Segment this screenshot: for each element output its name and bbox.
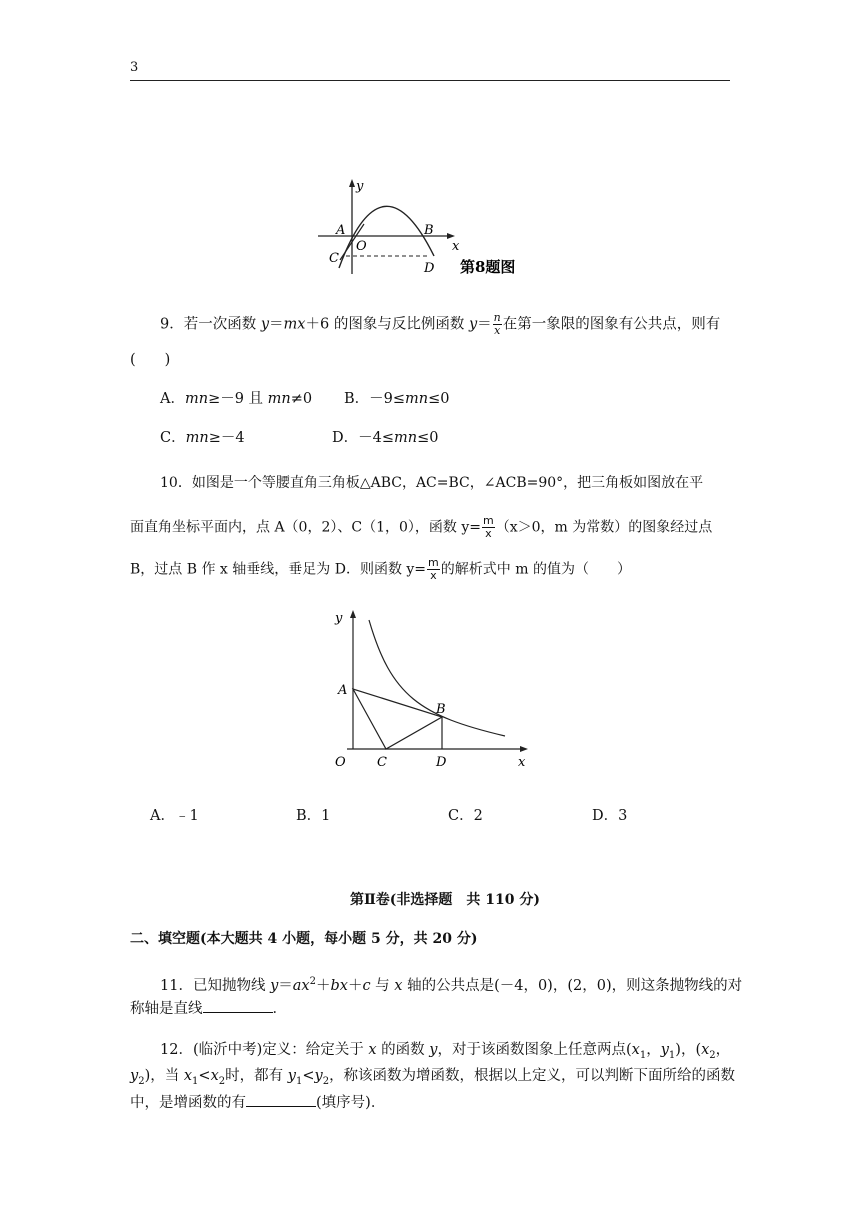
q12-var: y xyxy=(660,1042,669,1058)
fig8-label-d: D xyxy=(424,261,435,276)
q11-text: ． xyxy=(272,1001,287,1017)
fig10-label-x: x xyxy=(518,755,526,770)
q12-text: 时，都有 xyxy=(225,1068,288,1084)
q11-text: ＝ xyxy=(278,977,293,994)
fig8-label-y: y xyxy=(356,179,364,194)
q12-var: y xyxy=(130,1068,139,1084)
fig10-hyperbola xyxy=(369,620,505,736)
q11-text: 11．已知抛物线 xyxy=(160,977,271,994)
q11-text: ＋ xyxy=(347,977,363,994)
opt-text: ≥－9 且 xyxy=(208,391,268,407)
opt-var: mn xyxy=(394,430,418,446)
q11-var: ax xyxy=(292,977,310,994)
q10-option-a: A．﹣1 xyxy=(150,808,199,824)
q12-text: ， xyxy=(715,1042,731,1058)
q12-text: ，对于该函数图象上任意两点( xyxy=(437,1042,632,1058)
q9-stem xyxy=(160,312,720,337)
fig10-label-b: B xyxy=(436,702,446,717)
q9-var: y xyxy=(468,316,478,333)
opt-label: A． xyxy=(160,391,185,407)
q11-var: c xyxy=(362,977,371,994)
q9-fraction xyxy=(493,312,502,337)
opt-text: ≤0 xyxy=(417,430,439,446)
fig10-triangle-abc xyxy=(353,689,442,749)
q10-text: （x＞0，m 为常数）的图象经过点 xyxy=(495,519,713,536)
q12-text: ，称该函数为增函数，根据以上定义，可以判断下面所给的函数 xyxy=(329,1068,736,1084)
section-heading: 二、填空题(本大题共 4 小题，每小题 5 分，共 20 分) xyxy=(130,931,478,947)
opt-var: mn xyxy=(185,430,209,446)
fig8-label-c: C xyxy=(329,251,339,266)
q12-subscript: 1 xyxy=(192,1075,199,1087)
opt-label: B．－9≤ xyxy=(344,391,406,407)
q9-var: mx xyxy=(283,316,306,333)
fig10-label-c: C xyxy=(377,755,387,770)
q12-subscript: 1 xyxy=(639,1049,647,1061)
q10-line2 xyxy=(130,515,712,540)
q12-var: x xyxy=(368,1042,377,1058)
q12-var: y xyxy=(314,1068,323,1084)
fig8-label-o: O xyxy=(356,239,367,254)
q9-option-c xyxy=(160,428,245,448)
page-number: 3 xyxy=(130,60,139,75)
q9-text: ＝ xyxy=(269,316,284,333)
q10-frac-den: x xyxy=(485,527,492,540)
fig8-label-b: B xyxy=(424,223,434,238)
q11-exponent: 2 xyxy=(309,976,316,987)
q9-frac-den: x xyxy=(494,324,501,337)
q10-option-d: D．3 xyxy=(592,808,628,824)
q12-text: )，当 xyxy=(144,1068,184,1084)
q10-fraction xyxy=(427,557,440,582)
fig10-label-d: D xyxy=(436,755,447,770)
q12-var: x xyxy=(631,1042,640,1058)
opt-text: ≤0 xyxy=(428,391,450,407)
q11-text: 轴的公共点是(－4，0)，(2，0)，则这条抛物线的对 xyxy=(402,977,743,994)
q12-text: 的函数 xyxy=(376,1042,430,1058)
q12-line1 xyxy=(160,1040,730,1066)
q11-text: ＋ xyxy=(315,977,331,994)
opt-var: mn xyxy=(184,391,209,407)
opt-label: C． xyxy=(160,430,186,446)
q9-frac-num: n xyxy=(493,311,501,324)
q12-line2 xyxy=(130,1066,735,1092)
fig10-y-arrow xyxy=(350,610,356,618)
q9-text: 在第一象限的图象有公共点，则有 xyxy=(502,316,721,333)
fig8-label-x: x xyxy=(452,239,460,254)
q10-option-c: C．2 xyxy=(448,808,483,824)
q12-var: y xyxy=(429,1042,438,1058)
q11-text: 称轴是直线 xyxy=(130,1001,203,1017)
q10-text: 面直角坐标平面内，点 A（0，2）、C（1，0），函数 y= xyxy=(130,519,481,536)
fig8-parabola xyxy=(339,206,434,268)
q12-subscript: 2 xyxy=(138,1075,145,1087)
q9-option-d xyxy=(332,428,438,448)
opt-var: mn xyxy=(405,391,429,407)
fig10-label-o: O xyxy=(335,755,346,770)
q12-text: (填序号)． xyxy=(316,1095,386,1111)
opt-label: D．－4≤ xyxy=(332,430,395,446)
q12-var: x xyxy=(183,1068,193,1084)
fig10-label-y: y xyxy=(335,611,343,626)
q9-number: 9． xyxy=(160,316,184,333)
q10-line3 xyxy=(130,557,631,582)
q9-paren: ( ) xyxy=(130,352,171,368)
q12-text: ， xyxy=(646,1042,661,1058)
q12-var: x xyxy=(210,1068,219,1084)
part2-title: 第Ⅱ卷(非选择题 共 110 分) xyxy=(350,892,541,908)
fig8-label-a: A xyxy=(336,223,346,238)
header-rule xyxy=(130,80,730,81)
q11-line2 xyxy=(130,998,287,1019)
figure-q10 xyxy=(325,606,535,776)
q10-option-b: B．1 xyxy=(296,808,331,824)
q12-subscript: 1 xyxy=(668,1049,676,1061)
q12-line3 xyxy=(130,1092,385,1113)
q10-text: B，过点 B 作 x 轴垂线，垂足为 D．则函数 y= xyxy=(130,561,427,578)
q11-line1 xyxy=(160,972,742,996)
q10-frac-num: m xyxy=(483,514,494,527)
q12-text: < xyxy=(198,1068,211,1084)
q11-var: y xyxy=(270,977,279,994)
q12-var: x xyxy=(701,1042,710,1058)
opt-text: ≥－4 xyxy=(208,430,245,446)
q11-var: bx xyxy=(330,977,348,994)
opt-text: ≠0 xyxy=(290,391,313,407)
q9-option-b xyxy=(344,389,450,409)
q12-text: )，( xyxy=(675,1042,702,1058)
q9-text: 若一次函数 xyxy=(183,316,261,333)
q12-text: 中，是增函数的有 xyxy=(130,1095,246,1111)
fig8-y-arrow xyxy=(349,179,355,187)
fig10-label-a: A xyxy=(338,683,348,698)
q10-frac-den: x xyxy=(430,569,437,582)
q12-var: y xyxy=(287,1068,296,1084)
q12-subscript: 2 xyxy=(709,1049,716,1061)
q12-text: 12．(临沂中考)定义：给定关于 xyxy=(160,1042,369,1058)
q11-var: x xyxy=(394,977,403,994)
q12-subscript: 1 xyxy=(295,1075,303,1087)
figure-q8 xyxy=(312,176,542,276)
fig8-caption: 第8题图 xyxy=(460,258,516,276)
q10-line1: 10．如图是一个等腰直角三角板△ABC，AC=BC，∠ACB=90°，把三角板如图放在平 xyxy=(160,475,704,491)
q9-option-a xyxy=(160,389,312,409)
q12-answer-blank[interactable] xyxy=(246,1092,316,1107)
q12-subscript: 2 xyxy=(322,1075,330,1087)
q12-text: < xyxy=(302,1068,315,1084)
opt-var: mn xyxy=(267,391,291,407)
q9-text: ＝ xyxy=(477,316,492,333)
q10-frac-num: m xyxy=(428,556,439,569)
q11-answer-blank[interactable] xyxy=(203,998,273,1013)
q11-text: 与 xyxy=(370,977,395,994)
q9-var: y xyxy=(260,316,270,333)
q12-subscript: 2 xyxy=(218,1075,226,1087)
q10-text: 的解析式中 m 的值为（ ） xyxy=(440,561,631,578)
q9-text: ＋6 的图象与反比例函数 xyxy=(305,316,469,333)
q10-fraction xyxy=(482,515,495,540)
fig10-x-arrow xyxy=(520,746,528,752)
